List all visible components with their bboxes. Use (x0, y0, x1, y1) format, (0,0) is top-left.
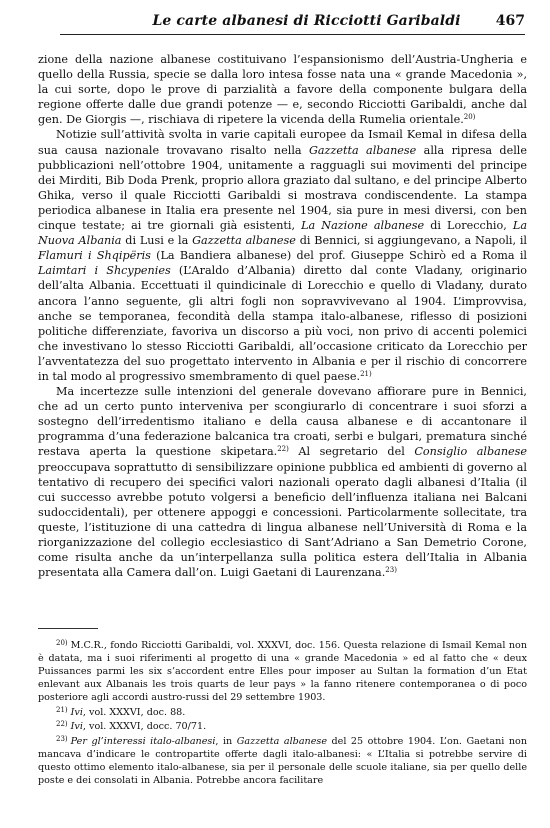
body-text (38, 52, 527, 580)
footnote-ref-22[interactable]: 22) (277, 445, 289, 454)
footnote-23: $^{23)}$ Per gl’interessi italo-albanesi, in Gazzetta albanese del 25 ottobre 1904. L’on. Gaetani non mancava d’indicare le contropartite offerte dagli italo-albanesi: « L’Italia si potrebbe servire di questo ottimo elemento italo-albanese, sia per il personale delle scuole italiane, sia per quello delle poste e dei consolati in Albania. Potrebbe ancora facilitare (38, 735, 527, 787)
footnote-21: $^{21)}$ Ivi, vol. XXXVI, doc. 88. (56, 705, 186, 718)
footnote-number: 20) (56, 639, 68, 647)
footnote-ref-21[interactable]: 21) (360, 369, 372, 378)
running-title: Le carte albanesi di Ricciotti Garibaldi (152, 13, 461, 29)
footnote-22: $^{22)}$ Ivi, vol. XXXVI, docc. 70/71. (56, 720, 207, 733)
footnote-number: 22) (56, 720, 68, 729)
footnote-ref-23[interactable]: 23) (385, 566, 397, 575)
footnote-20: $^{20)}$ M.C.R., fondo Ricciotti Garibaldi, vol. XXXVI, doc. 156. Questa relazione di Ismail Kemal non è datata, ma i suoi riferimenti al progetto di una « grande Macedonia » ed al fatto che « deux Puissances parmi les six s’accordent entre Elles pour imposer au Sultan la formation d’un Etat enlevant aux Albanais les trois quarts de leur pays » la fanno ritenere contemporanea o di poco posteriore agli accordi austro-russi del 29 settembre 1903. (38, 639, 527, 703)
footnotes (38, 640, 527, 790)
footnote-ref-20[interactable]: 20) (463, 113, 476, 122)
footnote-separator (38, 628, 98, 629)
paragraph-3: Ma incertezze sulle intenzioni del generale dovevano affiorare pure in Bennici, che ad un certo punto interveniva per scongiurarlo di concentrare i suoi sforzi a sostegno dell’irredentismo italiano e della causa albanese e di accantonare il programma d’una federazione balcanica tra croati, serbi e bulgari, prematura sinché restava aperta la questione skipetara.$^{22)}$ Al segretario del Consiglio albanese preoccupava soprattutto di sensibilizzare opinione pubblica ed ambienti di governo al tentativo di recupero dei specifici valori nazionali operato dagli albanesi d’Italia (il cui successo avrebbe potuto volgersi a beneficio dell’influenza italiana nei Balcani sudoccidentali), per ottenere appoggi e concessioni. Particolarmente sollecitate, tra queste, l’istituzione di una cattedra di lingua albanese nell’Università di Roma e la riorganizzazione del collegio ecclesiastico di Sant’Adriano a San Demetrio Corone, come risulta anche da un’interpellanza sulla politica estera dell’Italia in Albania presentata alla Camera dall’on. Luigi Gaetani di Laurenzana.$^{23)}$ (38, 385, 528, 580)
paragraph-1: zione della nazione albanese costituivano l’espansionismo dell’Austria-Ungheria e quello della Russia, specie se dalla loro intesa fosse nata una « grande Macedonia », la cui sorte, dopo le prove di parzialità a favore della componente bulgara della regione offerte dalle due grandi potenze — e, secondo Ricciotti Garibaldi, anche dal gen. De Giorgis —, rischiava di ripetere la vicenda della Rumelia orientale.$^{20)}$ (38, 53, 527, 127)
paragraph-2: Notizie sull’attività svolta in varie capitali europee da Ismail Kemal in difesa della sua causa nazionale trovavano risalto nella Gazzetta albanese alla ripresa delle pubblicazioni nell’ottobre 1904, unitamente a ragguagli sui movimenti del principe dei Mirditi, Bib Doda Prenk, proprio allora graziato dal sultano, e del principe Alberto Ghika, verso il quale Ricciotti Garibaldi si mostrava condiscendente. La stampa periodica albanese in Italia era presente nel 1904, sia pure in mesi diversi, con ben cinque testate; ai tre giornali già esistenti, La Nazione albanese di Lorecchio, La Nuova Albania di Lusi e la Gazzetta albanese di Bennici, si aggiungevano, a Napoli, il Flamuri i Shqipëris (La Bandiera albanese) del prof. Giuseppe Schirò ed a Roma il Laimtari i Shcypenies (L’Araldo d’Albania) diretto dal conte Vladany, originario dell’alta Albania. Eccettuati il quindicinale di Lorecchio e quello di Vladany, durato ancora l’anno seguente, gli altri fogli non sopravvivevano al 1904. L’improvvisa, anche se temporanea, fecondità della stampa italo-albanese, riflesso di posizioni politiche differenziate, favoriva un discorso a più voci, non privo di accenti polemici che investivano lo stesso Ricciotti Garibaldi, all’occasione criticato da Lorecchio per l’avventatezza del suo progettato intervento in Albania e per il rischio di concorrere in tal modo al progressivo smembramento di quel paese.$^{21)}$ (38, 128, 528, 383)
page-number: 467 (495, 13, 525, 29)
page-header (60, 12, 525, 35)
footnote-number: 21) (56, 705, 68, 714)
footnote-number: 23) (56, 735, 68, 744)
